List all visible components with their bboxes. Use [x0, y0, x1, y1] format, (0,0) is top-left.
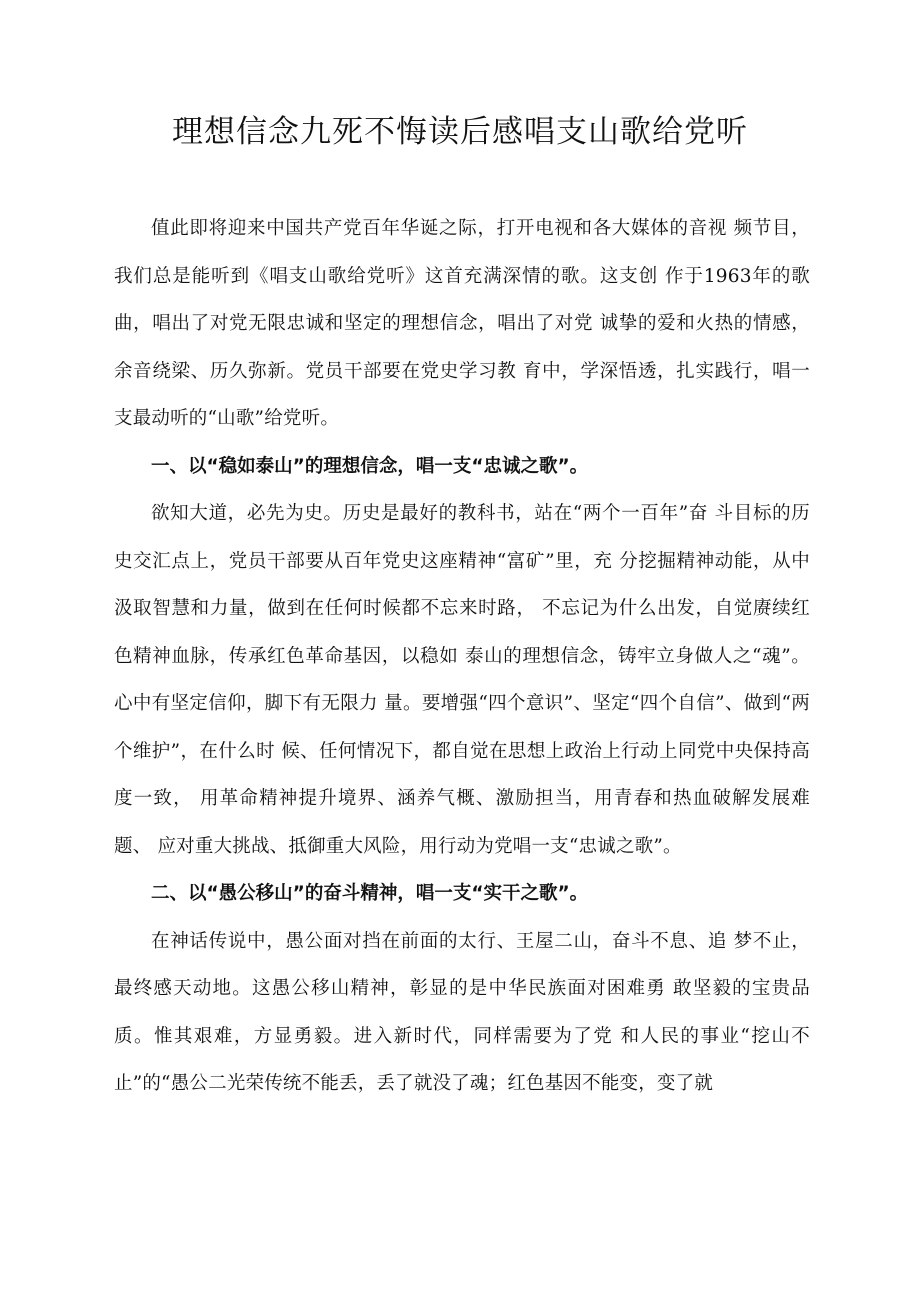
section-heading-1: 一、以“稳如泰山”的理想信念，唱一支“忠诚之歌”。	[151, 455, 589, 477]
section-heading-2: 二、以“愚公移山”的奋斗精神，唱一支“实干之歌”。	[151, 883, 589, 904]
section-2-paragraph: 在神话传说中，愚公面对挡在前面的太行、王屋二山，奋斗不息、追 梦不止，最终感天动地。这愚公移山精神，彰显的是中华民族面对困难勇 敢坚毅的宝贵品质。惟其艰难，方显勇毅。进入新时代，同样需要为了党 和人民的事业“挖山不止”的“愚公二光荣传统不能丢，丢了就没了魂；红色基因不能变，变了就	[114, 930, 810, 1094]
intro-paragraph: 值此即将迎来中国共产党百年华诞之际，打开电视和各大媒体的音视 频节目，我们总是能听到《唱支山歌给党听》这首充满深情的歌。这支创 作于1963年的歌曲，唱出了对党无限忠诚和坚定的理想信念，唱出了对党 诚挚的爱和火热的情感，余音绕梁、历久弥新。党员干部要在党史学习教 育中，学深悟透，扎实践行，唱一支最动听的“山歌”给党听。	[114, 218, 810, 429]
section-1-paragraph: 欲知大道，必先为史。历史是最好的教科书，站在“两个一百年”奋 斗目标的历史交汇点上，党员干部要从百年党史这座精神“富矿”里，充 分挖掘精神动能，从中汲取智慧和力量，做到在任何时候都不忘来时路， 不忘记为什么出发，自觉赓续红色精神血脉，传承红色革命基因，以稳如 泰山的理想信念，铸牢立身做人之“魂”。心中有坚定信仰，脚下有无限力 量。要增强“四个意识”、坚定“四个自信”、做到“两个维护”，在什么时 候、任何情况下，都自觉在思想上政治上行动上同党中央保持高度一致， 用革命精神提升境界、涵养气概、激励担当，用青春和热血破解发展难题、 应对重大挑战、抵御重大风险，用行动为党唱一支“忠诚之歌”。	[114, 503, 810, 857]
document-body	[114, 205, 810, 1108]
document-title: 理想信念九死不悔读后感唱支山歌给党听	[172, 114, 748, 150]
